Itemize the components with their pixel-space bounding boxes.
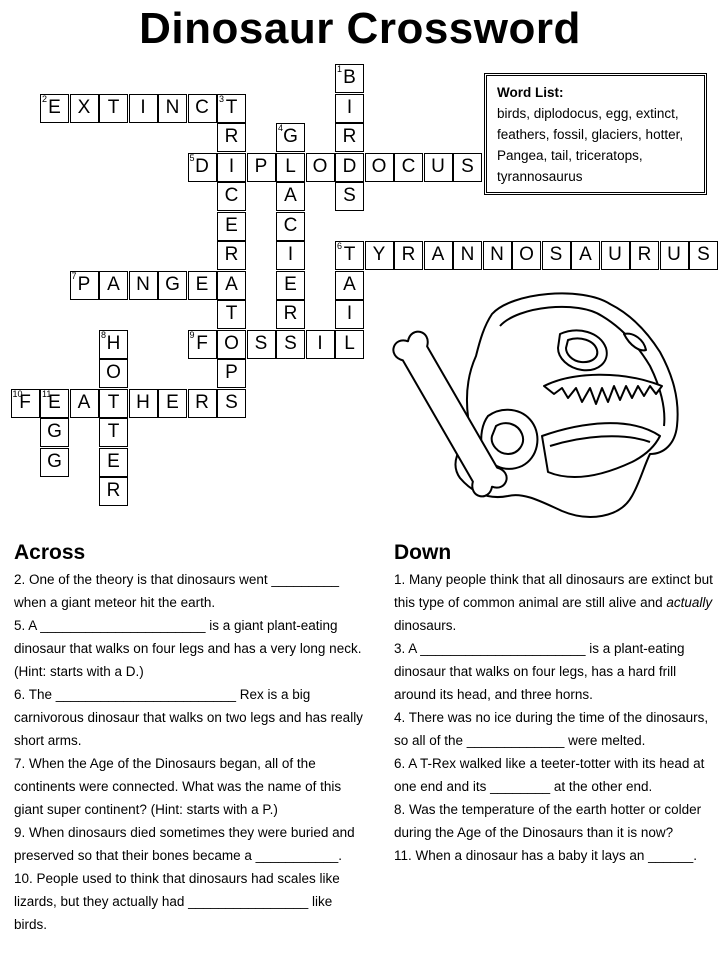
crossword-cell xyxy=(99,359,128,388)
cell-letter: S xyxy=(697,244,710,265)
cell-letter: R xyxy=(283,303,298,324)
crossword-cell xyxy=(335,153,364,182)
cell-letter: O xyxy=(312,155,328,177)
crossword-cell xyxy=(99,477,128,506)
cell-letter: U xyxy=(431,155,445,177)
cell-letter: O xyxy=(224,332,239,354)
cell-letter: F xyxy=(19,391,31,413)
crossword-cell xyxy=(394,241,423,270)
cell-letter: N xyxy=(490,244,504,265)
cell-letter: U xyxy=(667,244,681,265)
crossword-cell xyxy=(217,123,246,152)
crossword-cell xyxy=(217,300,246,329)
crossword-cell xyxy=(335,271,364,300)
cell-letter: S xyxy=(343,185,356,206)
cell-letter: A xyxy=(77,391,91,413)
down-clue-3: 3. A ______________________ is a plant-eating dinosaur that walks on four legs, has a hard frill around its head, and three horns. xyxy=(394,641,685,702)
clue-number: 8 xyxy=(101,329,107,340)
crossword-cell xyxy=(40,94,69,123)
clue-number: 5 xyxy=(189,152,195,163)
cell-letter: T xyxy=(107,391,120,413)
cell-letter: P xyxy=(77,273,91,295)
cell-letter: A xyxy=(431,244,445,265)
crossword-cell xyxy=(247,330,276,359)
crossword-cell xyxy=(188,389,217,418)
down-clue-1-emphasis: actually xyxy=(666,595,713,610)
cell-letter: E xyxy=(48,391,61,413)
cell-letter: R xyxy=(342,126,357,147)
crossword-cell xyxy=(11,389,40,418)
down-heading: Down xyxy=(394,541,452,564)
cell-letter: I xyxy=(346,303,353,324)
clue-number: 2 xyxy=(42,93,48,104)
clue-number: 10 xyxy=(12,388,23,399)
crossword-cell xyxy=(158,94,187,123)
crossword-cell xyxy=(217,330,246,359)
crossword-cell xyxy=(99,389,128,418)
crossword-cell xyxy=(99,271,128,300)
trex-skull-illustration xyxy=(392,286,692,526)
crossword-cell xyxy=(483,241,512,270)
cell-letter: E xyxy=(166,391,179,413)
crossword-cell xyxy=(276,123,305,152)
cell-letter: A xyxy=(284,185,297,206)
crossword-cell xyxy=(424,241,453,270)
crossword-cell xyxy=(601,241,630,270)
cell-letter: Y xyxy=(372,244,386,265)
word-list-box xyxy=(484,73,707,195)
crossword-cell xyxy=(99,94,128,123)
cell-letter: L xyxy=(344,332,355,354)
cell-letter: C xyxy=(401,155,416,177)
cell-letter: S xyxy=(284,332,297,354)
clue-number: 1 xyxy=(337,64,343,74)
cell-letter: O xyxy=(106,362,121,383)
cell-letter: C xyxy=(195,96,209,118)
crossword-cell xyxy=(188,271,217,300)
crossword-cell xyxy=(217,153,246,182)
cell-letter: G xyxy=(47,450,62,472)
down-clue-6: 6. A T-Rex walked like a teeter-totter with its head at one end and its ________ at the other end. xyxy=(394,756,705,794)
crossword-cell xyxy=(70,271,99,300)
crossword-cell xyxy=(453,153,482,182)
cell-letter: A xyxy=(343,273,356,295)
cell-letter: E xyxy=(107,450,120,472)
cell-letter: P xyxy=(225,362,238,383)
cell-letter: R xyxy=(637,244,652,265)
cell-letter: N xyxy=(460,244,475,265)
crossword-cell xyxy=(276,330,305,359)
cell-letter: A xyxy=(225,273,238,295)
cell-letter: S xyxy=(549,244,563,265)
crossword-cell xyxy=(217,389,246,418)
cell-letter: E xyxy=(195,273,209,295)
crossword-cell xyxy=(660,241,689,270)
crossword-cell xyxy=(129,271,158,300)
crossword-cell xyxy=(217,182,246,211)
cell-letter: G xyxy=(165,273,180,295)
crossword-cell xyxy=(129,389,158,418)
crossword-cell xyxy=(276,300,305,329)
crossword-cell xyxy=(394,153,423,182)
cell-letter: I xyxy=(140,96,146,118)
cell-letter: T xyxy=(107,421,120,442)
clue-number: 3 xyxy=(219,93,225,104)
crossword-cell xyxy=(571,241,600,270)
crossword-cell xyxy=(630,241,659,270)
cell-letter: H xyxy=(106,332,121,354)
cell-letter: C xyxy=(283,214,298,236)
crossword-cell xyxy=(217,241,246,270)
down-clue-1-text-b: dinosaurs. xyxy=(394,618,457,633)
cell-letter: P xyxy=(254,155,268,177)
cell-letter: T xyxy=(225,303,238,324)
cell-letter: H xyxy=(136,391,150,413)
cell-letter: T xyxy=(107,96,120,118)
crossword-cell xyxy=(99,330,128,359)
cell-letter: I xyxy=(228,155,235,177)
crossword-cell xyxy=(70,94,99,123)
page-title: Dinosaur Crossword xyxy=(139,4,581,53)
crossword-cell xyxy=(365,241,394,270)
cell-letter: E xyxy=(284,273,297,295)
crossword-cell xyxy=(424,153,453,182)
crossword-cell xyxy=(335,330,364,359)
crossword-cell xyxy=(365,153,394,182)
cell-letter: E xyxy=(225,214,238,236)
crossword-cell xyxy=(99,448,128,477)
across-clues xyxy=(14,540,366,936)
crossword-cell xyxy=(335,64,364,93)
crossword-cell xyxy=(40,448,69,477)
crossword-cell xyxy=(99,418,128,447)
cell-letter: A xyxy=(107,273,120,295)
cell-letter: R xyxy=(195,391,209,413)
down-clue-4: 4. There was no ice during the time of the dinosaurs, so all of the _____________ were melted. xyxy=(394,710,709,748)
down-clue-1 xyxy=(394,568,714,637)
cell-letter: N xyxy=(136,273,150,295)
cell-letter: I xyxy=(317,332,323,354)
crossword-cell xyxy=(188,330,217,359)
crossword-cell xyxy=(40,389,69,418)
cell-letter: F xyxy=(196,332,208,354)
crossword-cell xyxy=(335,300,364,329)
crossword-cell xyxy=(217,94,246,123)
cell-letter: G xyxy=(47,421,62,442)
cell-letter: R xyxy=(224,244,239,265)
crossword-cell xyxy=(453,241,482,270)
word-list-text: birds, diplodocus, egg, extinct, feathers, fossil, glaciers, hotter, Pangea, tail, triceratops, tyrannosaurus xyxy=(497,106,684,184)
cell-letter: E xyxy=(48,96,61,118)
crossword-cell xyxy=(335,94,364,123)
cell-letter: S xyxy=(254,332,268,354)
clue-number: 7 xyxy=(71,270,77,281)
cell-letter: R xyxy=(106,480,121,501)
cell-letter: B xyxy=(343,67,356,88)
down-clue-8: 8. Was the temperature of the earth hotter or colder during the Age of the Dinosaurs than it is now? xyxy=(394,802,702,840)
cell-letter: A xyxy=(579,244,592,265)
crossword-cell xyxy=(335,123,364,152)
crossword-cell xyxy=(158,389,187,418)
cell-letter: U xyxy=(608,244,622,265)
cell-letter: I xyxy=(346,96,353,118)
across-clue-9: 9. When dinosaurs died sometimes they were buried and preserved so that their bones became a ___________. xyxy=(14,825,355,863)
crossword-cell xyxy=(689,241,718,270)
crossword-cell xyxy=(188,153,217,182)
across-clue-6: 6. The ________________________ Rex is a big carnivorous dinosaur that walks on two legs and has really short arms. xyxy=(14,687,363,748)
down-clue-11: 11. When a dinosaur has a baby it lays an ______. xyxy=(394,848,697,863)
cell-letter: O xyxy=(371,155,387,177)
cell-letter: O xyxy=(519,244,534,265)
cell-letter: R xyxy=(401,244,416,265)
crossword-cell xyxy=(188,94,217,123)
crossword-cell xyxy=(217,359,246,388)
cell-letter: S xyxy=(461,155,474,177)
cell-letter: T xyxy=(343,244,356,265)
across-clue-5: 5. A ______________________ is a giant plant-eating dinosaur that walks on four legs and has a very long neck. (Hint: starts with a D.) xyxy=(14,618,362,679)
crossword-cell xyxy=(158,271,187,300)
crossword-cell xyxy=(40,418,69,447)
crossword-cell xyxy=(217,212,246,241)
cell-letter: N xyxy=(165,96,180,118)
crossword-cell xyxy=(276,182,305,211)
crossword-cell xyxy=(276,271,305,300)
clue-number: 4 xyxy=(278,123,284,133)
down-clues xyxy=(394,540,714,867)
cell-letter: D xyxy=(195,155,209,177)
across-clue-2: 2. One of the theory is that dinosaurs went _________ when a giant meteor hit the earth. xyxy=(14,572,339,610)
crossword-cell xyxy=(306,330,335,359)
crossword-cell xyxy=(335,182,364,211)
cell-letter: T xyxy=(225,96,238,118)
clue-number: 9 xyxy=(189,329,195,340)
cell-letter: R xyxy=(224,126,239,147)
crossword-cell xyxy=(306,153,335,182)
cell-letter: X xyxy=(77,96,91,118)
crossword-cell xyxy=(542,241,571,270)
cell-letter: S xyxy=(225,391,238,413)
cell-letter: G xyxy=(283,126,298,147)
crossword-cell xyxy=(276,153,305,182)
crossword-cell xyxy=(276,241,305,270)
down-clue-1-text-a: 1. Many people think that all dinosaurs are extinct but this type of common animal are still alive and xyxy=(394,572,713,610)
cell-letter: C xyxy=(224,185,239,206)
across-clue-10: 10. People used to think that dinosaurs had scales like lizards, but they actually had ________________ like birds. xyxy=(14,871,340,932)
across-heading: Across xyxy=(14,541,86,564)
cell-letter: D xyxy=(342,155,357,177)
clue-number: 6 xyxy=(337,241,343,251)
clue-number: 11 xyxy=(42,388,52,399)
crossword-cell xyxy=(247,153,276,182)
crossword-cell xyxy=(129,94,158,123)
crossword-cell xyxy=(276,212,305,241)
cell-letter: L xyxy=(285,155,296,177)
crossword-cell xyxy=(335,241,364,270)
crossword-cell xyxy=(512,241,541,270)
crossword-cell xyxy=(70,389,99,418)
word-list-heading: Word List: xyxy=(497,85,564,100)
crossword-cell xyxy=(217,271,246,300)
across-clue-7: 7. When the Age of the Dinosaurs began, all of the continents were connected. What was the name of this giant super continent? (Hint: starts with a P.) xyxy=(14,756,342,817)
cell-letter: I xyxy=(287,244,294,265)
